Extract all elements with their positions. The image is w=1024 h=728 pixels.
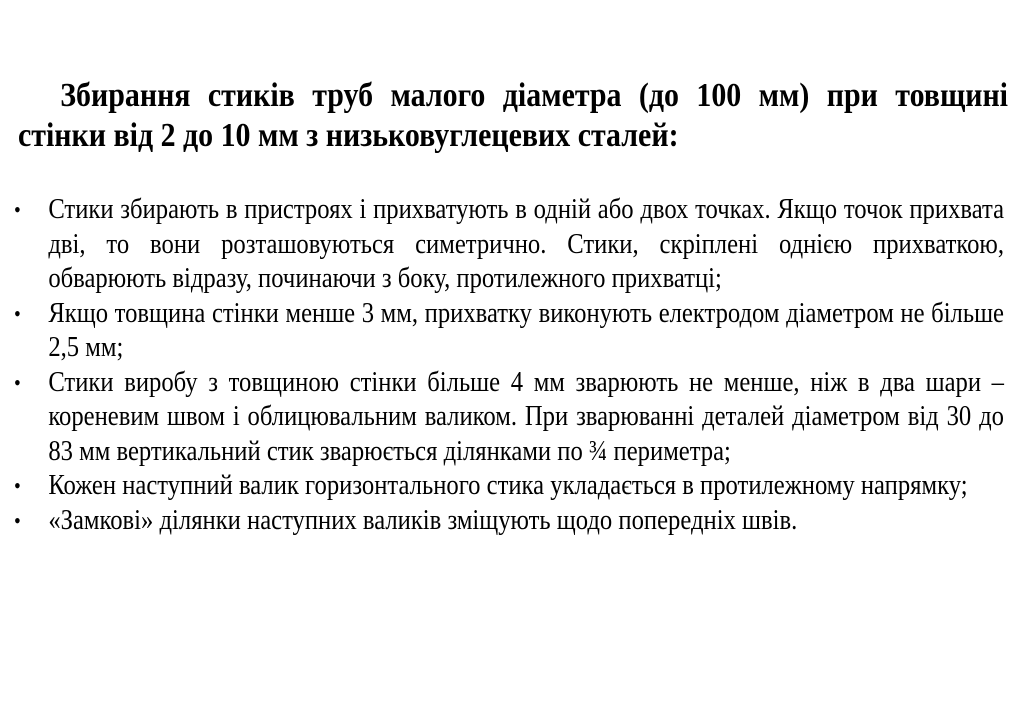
- list-item-text: Стики виробу з товщиною стінки більше 4 мм зварюють не менше, ніж в два шари – кореневим швом і облицювальним валиком. При зварюванні деталей діаметром від 30 до 83 мм вертикальний стик зварюється ділянками по ¾ периметра;: [48, 366, 1004, 467]
- list-item: [14, 504, 1004, 539]
- title-container: [18, 76, 1008, 156]
- list-item: [14, 469, 1004, 504]
- list-item-text: Якщо товщина стінки менше 3 мм, прихватку виконують електродом діаметром не більше 2,5 мм;: [48, 297, 1004, 363]
- bullet-list-container: [14, 193, 1004, 538]
- list-item-text: Стики збирають в пристроях і прихватують в одній або двох точках. Якщо точок прихвата дві, то вони розташовуються симетрично. Стики, скріплені однією прихваткою, обварюють відразу, починаючи з боку, протилежного прихватці;: [48, 194, 1004, 294]
- bullet-icon: •: [14, 300, 21, 326]
- bullet-icon: •: [14, 507, 21, 533]
- list-item: [14, 297, 1004, 366]
- bullet-icon: •: [14, 369, 21, 395]
- list-item: [14, 193, 1004, 297]
- page-title: Збирання стиків труб малого діаметра (до 100 мм) при товщині стінки від 2 до 10 мм з низьковуглецевих сталей:: [18, 77, 1009, 154]
- bullet-list: [14, 193, 1004, 538]
- list-item: [14, 366, 1004, 470]
- bullet-icon: •: [14, 473, 21, 498]
- list-item-text: «Замкові» ділянки наступних валиків зміщують щодо попередніх швів.: [48, 504, 798, 536]
- list-item-text: Кожен наступний валик горизонтального стика укладається в протилежному напрямку;: [48, 470, 968, 501]
- bullet-icon: •: [14, 197, 21, 222]
